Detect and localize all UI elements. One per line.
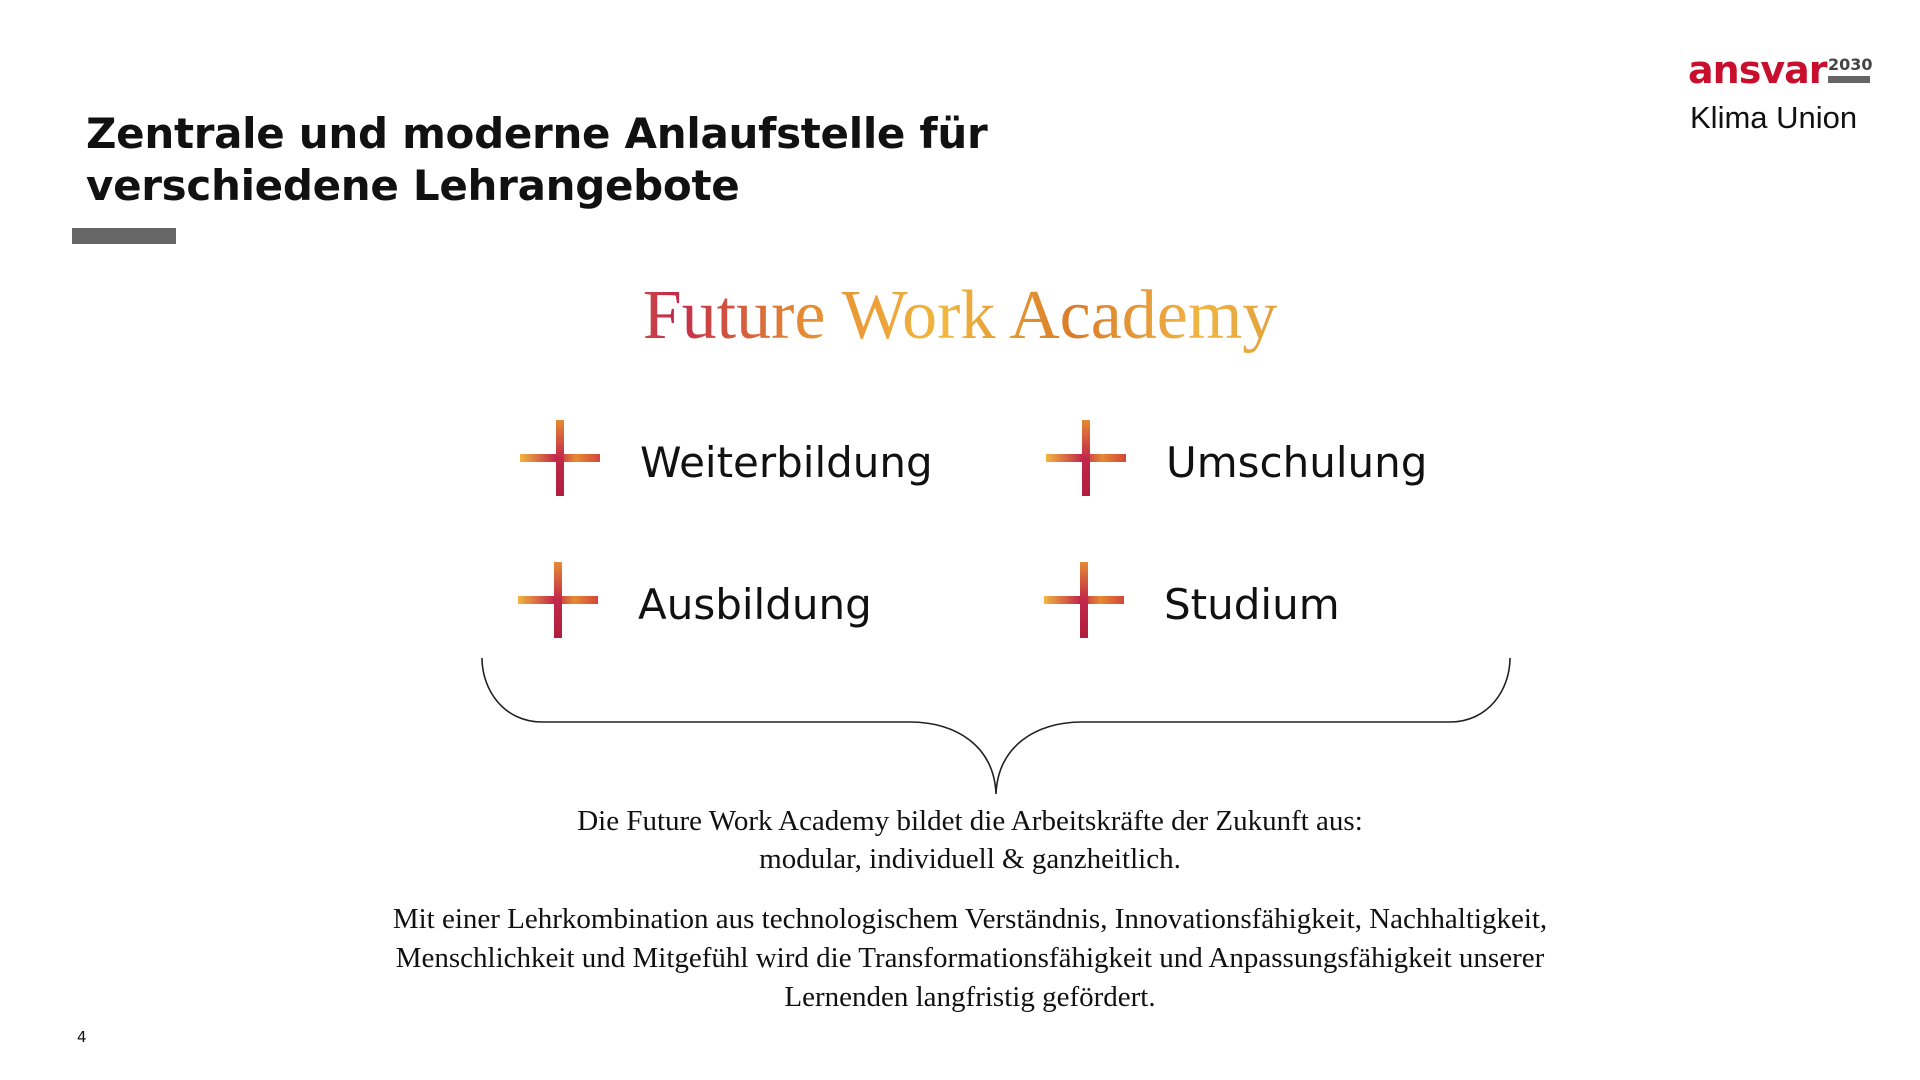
plus-icon (1046, 420, 1126, 496)
ansvar-logo (1680, 48, 1880, 148)
offering-label: Umschulung (1166, 438, 1428, 487)
plus-icon (518, 562, 598, 638)
logo-brand: ansvar (1688, 48, 1827, 92)
description-body-line-3: Lernenden langfristig gefördert. (784, 981, 1156, 1013)
logo-underline (1828, 76, 1870, 83)
description-intro-line-1: Die Future Work Academy bildet die Arbeitskräfte der Zukunft aus: (577, 805, 1363, 837)
slide-title (86, 108, 1086, 212)
offering-label: Weiterbildung (640, 438, 933, 487)
description-body-line-1: Mit einer Lehrkombination aus technologischem Verständnis, Innovationsfähigkeit, Nachhaltigkeit, (392, 903, 1548, 935)
academy-title: Future Work Academy (560, 276, 1360, 356)
curly-brace (480, 650, 1520, 796)
slide-title-line-2: verschiedene Lehrangebote (86, 161, 740, 210)
description-intro (280, 802, 1660, 878)
plus-icon (1044, 562, 1124, 638)
slide-title-line-1: Zentrale und moderne Anlaufstelle für (86, 109, 988, 158)
logo-subtitle: Klima Union (1690, 100, 1858, 135)
page-number: 4 (77, 1028, 87, 1046)
description-intro-line-2: modular, individuell & ganzheitlich. (759, 843, 1181, 875)
description-body-line-2: Menschlichkeit und Mitgefühl wird die Transformationsfähigkeit und Anpassungsfähigkeit unserer (395, 942, 1545, 974)
offering-label: Ausbildung (638, 580, 872, 629)
description-body (280, 900, 1660, 1017)
plus-icon (520, 420, 600, 496)
offering-label: Studium (1164, 580, 1340, 629)
logo-year: 2030 (1828, 55, 1873, 74)
title-accent-bar (72, 228, 176, 244)
